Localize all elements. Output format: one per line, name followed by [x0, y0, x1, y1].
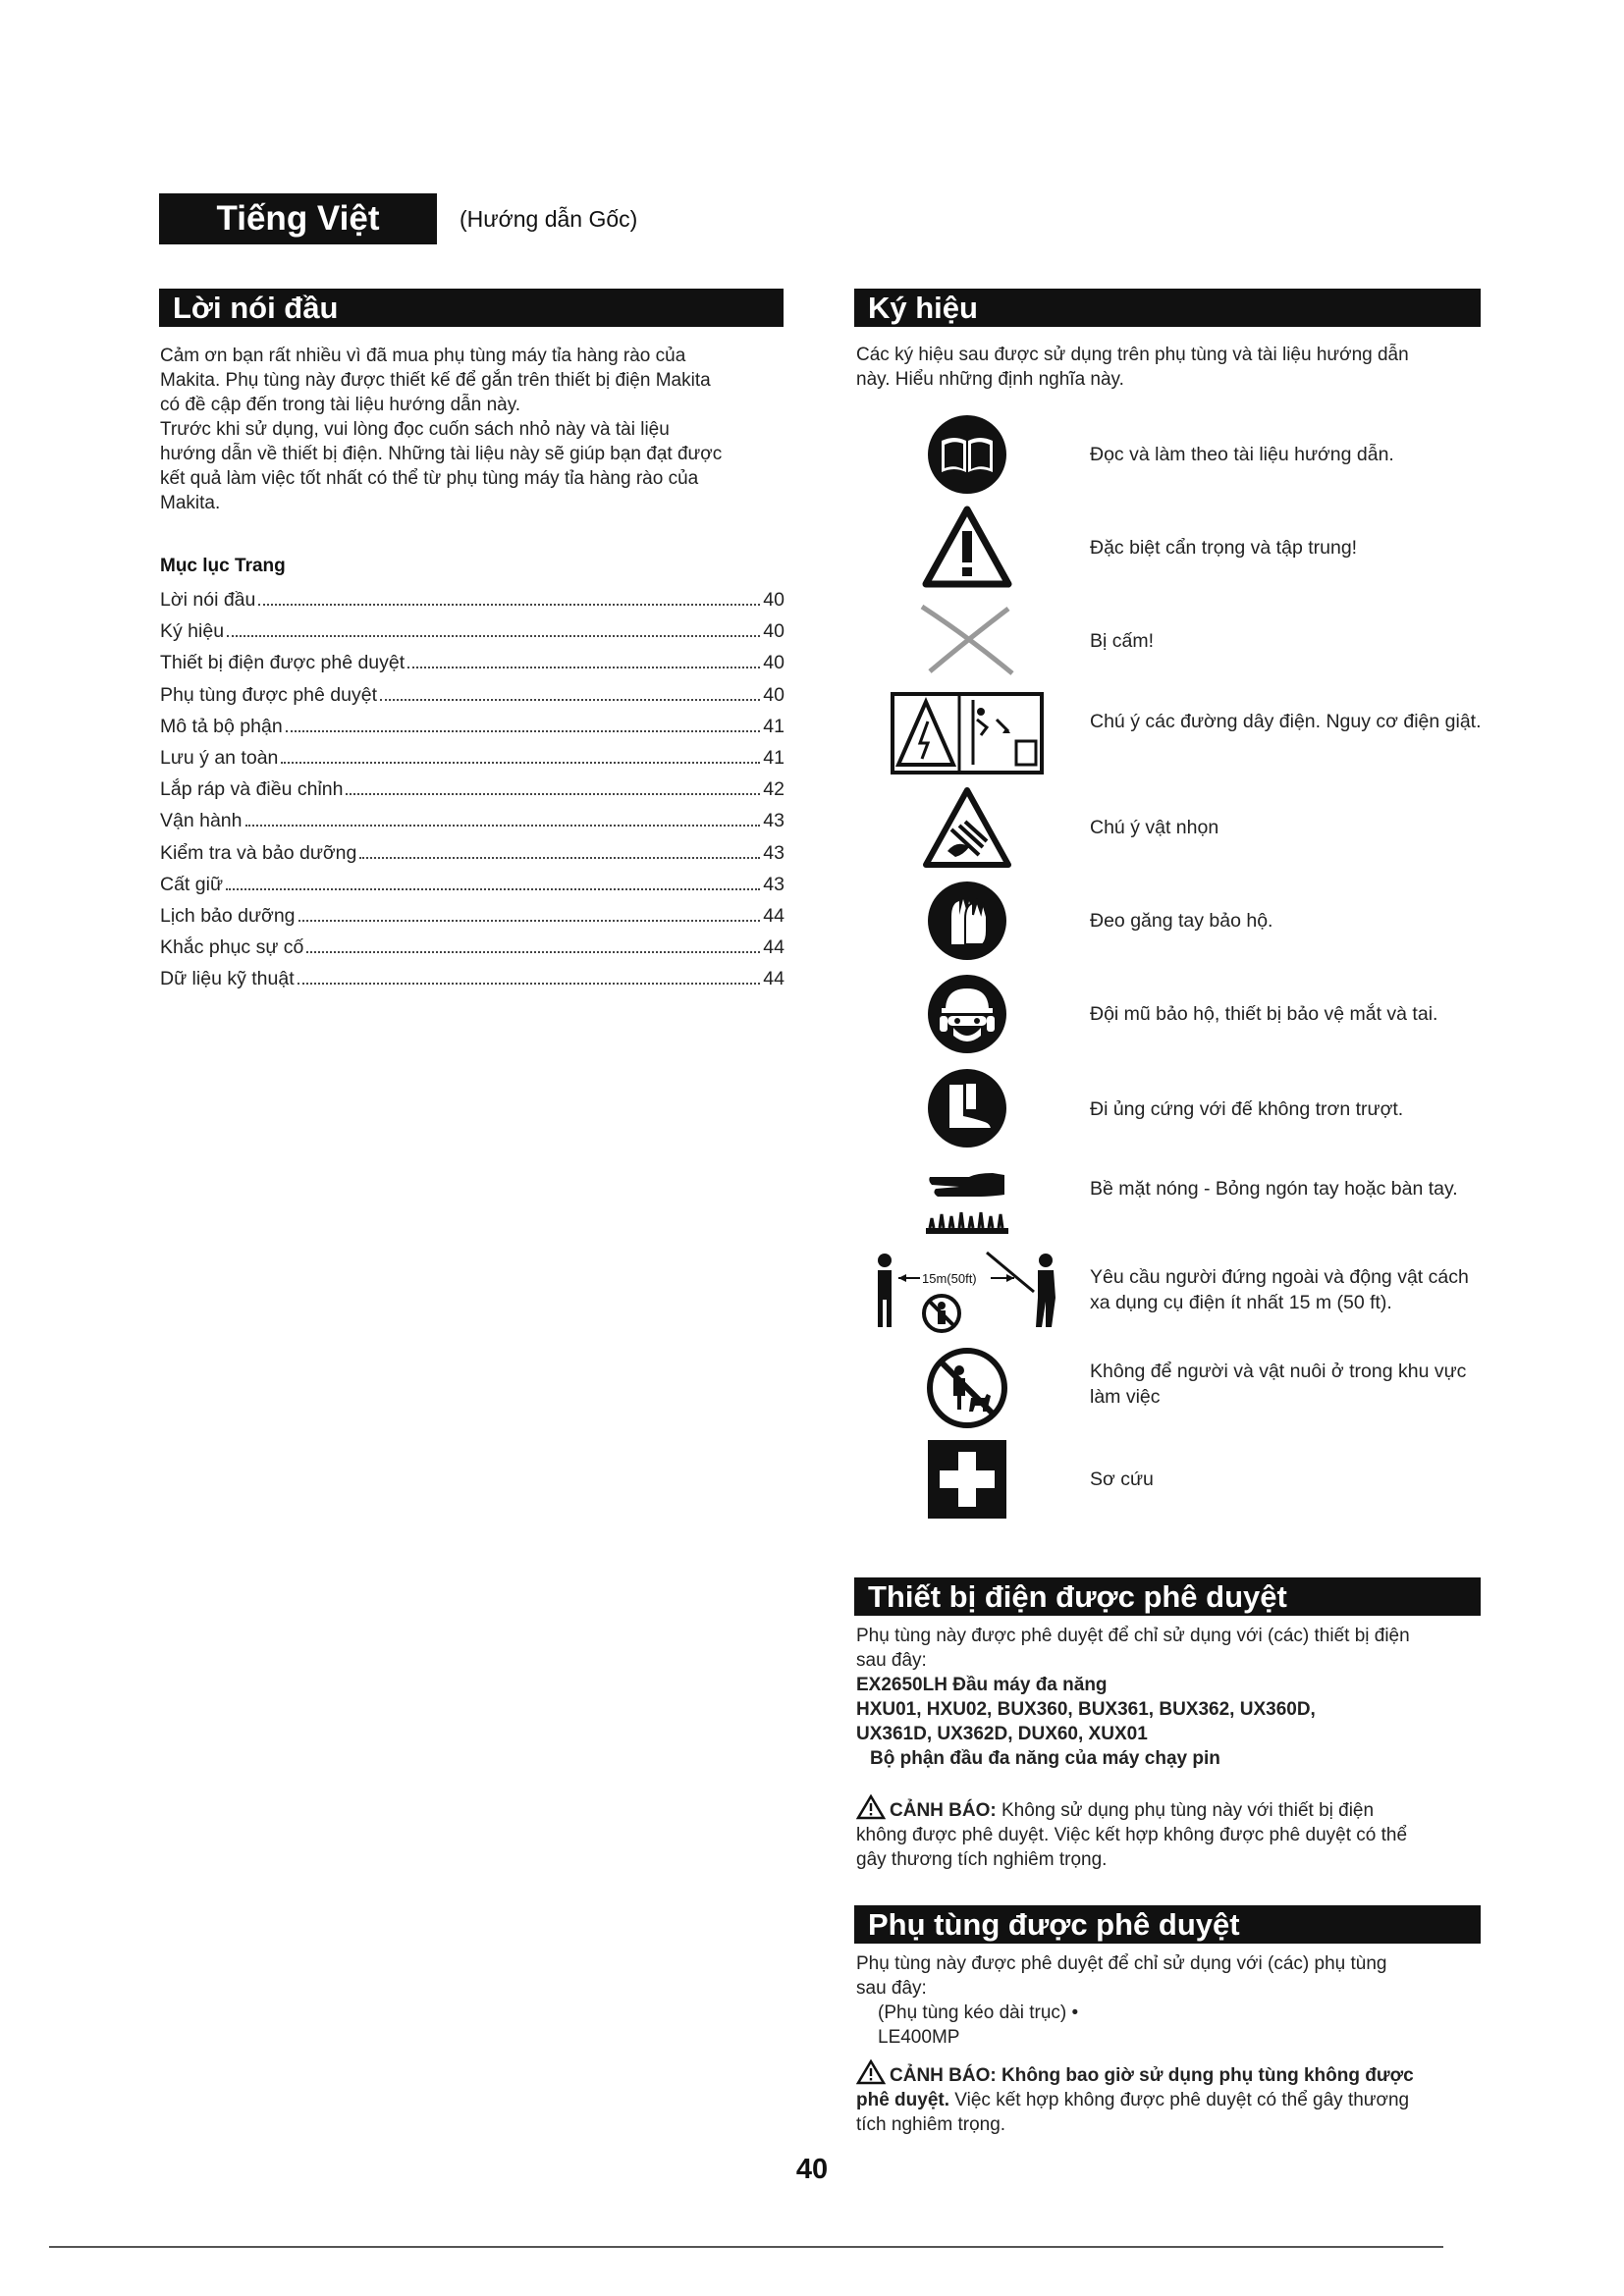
first-aid-text: Sơ cứu	[1090, 1468, 1154, 1490]
gloves-text: Đeo găng tay bảo hộ.	[1090, 910, 1273, 932]
warning-icon	[856, 1794, 886, 1820]
model-line: EX2650LH Đầu máy đa năng	[856, 1675, 1108, 1695]
boots-text: Đi ủng cứng với đế không trơn trượt.	[1090, 1098, 1404, 1120]
symbols-intro-line: Các ký hiệu sau được sử dụng trên phụ tùng và tài liệu hướng dẫn	[856, 345, 1409, 365]
foreword-line: Trước khi sử dụng, vui lòng đọc cuốn sách nhỏ này và tài liệu	[160, 419, 670, 440]
boots-icon	[874, 1067, 1060, 1149]
read-manual-icon	[874, 413, 1060, 496]
toc-entry[interactable]: Thiết bị điện được phê duyệt 40	[160, 652, 785, 674]
approved-tools-heading: Thiết bị điện được phê duyệt	[854, 1577, 1481, 1616]
toc-entry[interactable]: Lời nói đầu 40	[160, 589, 785, 611]
warning-icon	[856, 2059, 886, 2085]
warning-text: gây thương tích nghiêm trọng.	[856, 1849, 1108, 1870]
no-people-animals-text: Không để người và vật nuôi ở trong khu vực làm việc	[1090, 1361, 1467, 1408]
toc-entry[interactable]: Vận hành 43	[160, 810, 785, 832]
electric-wire-icon	[864, 692, 1070, 774]
toc-entry[interactable]: Lắp ráp và điều chỉnh 42	[160, 778, 785, 801]
keep-distance-icon	[864, 1247, 1070, 1337]
foreword-line: Cảm ơn bạn rất nhiều vì đã mua phụ tùng máy tỉa hàng rào của	[160, 346, 686, 366]
toc-entry[interactable]: Kiểm tra và bảo dưỡng 43	[160, 841, 785, 864]
caution-text: Đặc biệt cẩn trọng và tập trung!	[1090, 537, 1358, 559]
attachment-name: (Phụ tùng kéo dài trục) •	[878, 2002, 1079, 2023]
approved-tools-intro: sau đây:	[856, 1650, 927, 1671]
warning-text: không được phê duyệt. Việc kết hợp không được phê duyệt có thể	[856, 1825, 1408, 1845]
no-people-animals-icon	[874, 1347, 1060, 1429]
toc-entry[interactable]: Ký hiệu 40	[160, 620, 785, 643]
manual-subtitle: (Hướng dẫn Gốc)	[460, 206, 638, 232]
attachment-model: LE400MP	[878, 2027, 960, 2048]
symbols-intro-line: này. Hiểu những định nghĩa này.	[856, 369, 1124, 390]
attachments-intro: sau đây:	[856, 1978, 927, 1999]
foreword-line: Makita. Phụ tùng này được thiết kế để gắn trên thiết bị điện Makita	[160, 370, 711, 391]
approved-tools-intro: Phụ tùng này được phê duyệt để chỉ sử dụng với (các) thiết bị điện	[856, 1626, 1410, 1646]
toc-entry[interactable]: Dữ liệu kỹ thuật 44	[160, 968, 785, 990]
distance-label: 15m(50ft)	[922, 1271, 977, 1286]
approved-attachments-warning	[856, 2059, 1481, 2137]
gloves-icon	[874, 880, 1060, 962]
approved-tools-body	[856, 1624, 1481, 1771]
electric-wire-text: Chú ý các đường dây điện. Nguy cơ điện giật.	[1090, 711, 1482, 732]
toc-entry[interactable]: Lưu ý an toàn 41	[160, 746, 785, 769]
model-description: Bộ phận đầu đa năng của máy chạy pin	[870, 1748, 1220, 1769]
toc-entry[interactable]: Lịch bảo dưỡng 44	[160, 904, 785, 927]
foreword-line: Makita.	[160, 493, 221, 513]
hot-surface-text: Bề mặt nóng - Bỏng ngón tay hoặc bàn tay.	[1090, 1178, 1458, 1200]
approved-attachments-heading: Phụ tùng được phê duyệt	[854, 1905, 1481, 1944]
caution-icon	[874, 506, 1060, 588]
warning-label: CẢNH BÁO:	[890, 2065, 997, 2086]
keep-distance-text: Yêu cầu người đứng ngoài và động vật cách xa dụng cụ điện ít nhất 15 m (50 ft).	[1090, 1266, 1469, 1313]
warning-text: phê duyệt.	[856, 2090, 950, 2110]
helmet-goggles-text: Đội mũ bảo hộ, thiết bị bảo vệ mắt và tai.	[1090, 1003, 1438, 1025]
sharp-object-text: Chú ý vật nhọn	[1090, 817, 1219, 838]
read-manual-text: Đọc và làm theo tài liệu hướng dẫn.	[1090, 444, 1394, 465]
first-aid-icon	[874, 1438, 1060, 1521]
foreword-line: hướng dẫn về thiết bị điện. Những tài liệu này sẽ giúp bạn đạt được	[160, 444, 723, 464]
warning-text: Không sử dụng phụ tùng này với thiết bị điện	[1001, 1800, 1375, 1821]
prohibited-icon	[874, 599, 1060, 681]
foreword-text	[160, 344, 785, 515]
warning-text: Việc kết hợp không được phê duyệt có thể gây thương	[954, 2090, 1410, 2110]
symbols-intro	[856, 343, 1481, 392]
approved-attachments-body	[856, 1951, 1481, 2050]
helmet-goggles-icon	[874, 973, 1060, 1055]
toc-entry[interactable]: Cất giữ 43	[160, 873, 785, 895]
model-list: HXU01, HXU02, BUX360, BUX361, BUX362, UX360D,	[856, 1699, 1316, 1720]
toc-entry[interactable]: Khắc phục sự cố 44	[160, 936, 785, 959]
attachments-intro: Phụ tùng này được phê duyệt để chỉ sử dụng với (các) phụ tùng	[856, 1953, 1387, 1974]
foreword-line: có đề cập đến trong tài liệu hướng dẫn này.	[160, 395, 521, 415]
foreword-heading: Lời nói đầu	[159, 289, 784, 327]
warning-text: Không bao giờ sử dụng phụ tùng không được	[1001, 2065, 1414, 2086]
symbols-heading: Ký hiệu	[854, 289, 1481, 327]
warning-text: tích nghiêm trọng.	[856, 2114, 1006, 2135]
language-title: Tiếng Việt	[159, 193, 437, 244]
footer-rule	[49, 2246, 1443, 2248]
sharp-object-icon	[874, 786, 1060, 869]
table-of-contents	[160, 589, 785, 999]
toc-entry[interactable]: Phụ tùng được phê duyệt 40	[160, 683, 785, 706]
foreword-line: kết quả làm việc tốt nhất có thể từ phụ tùng máy tỉa hàng rào của	[160, 468, 699, 489]
approved-tools-warning	[856, 1794, 1481, 1872]
hot-surface-icon	[874, 1161, 1060, 1244]
warning-label: CẢNH BÁO:	[890, 1800, 997, 1821]
toc-title: Mục lục Trang	[160, 556, 286, 576]
prohibited-text: Bị cấm!	[1090, 630, 1155, 652]
page-number: 40	[795, 2154, 829, 2185]
toc-entry[interactable]: Mô tả bộ phận 41	[160, 715, 785, 737]
model-list: UX361D, UX362D, DUX60, XUX01	[856, 1724, 1148, 1744]
